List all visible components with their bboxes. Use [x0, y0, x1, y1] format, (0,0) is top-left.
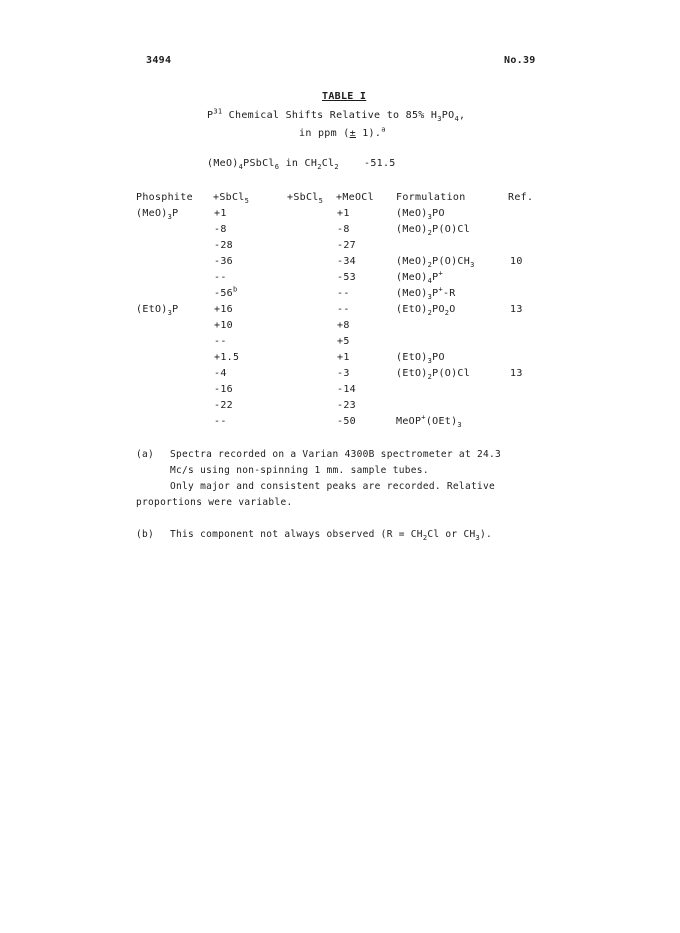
cell-sbcl5 — [214, 304, 233, 315]
cell-sbcl5 — [214, 368, 227, 379]
superscript: b — [232, 285, 238, 294]
footnote-marker: a — [381, 125, 386, 134]
cell-text: (EtO) — [396, 368, 428, 379]
cell-sbcl5 — [214, 224, 227, 235]
caption-p-sup: 31 — [213, 107, 223, 116]
caption-sub: 3 — [437, 115, 442, 123]
caption-sub: 4 — [454, 115, 459, 123]
ref-sub: 2 — [317, 163, 322, 171]
subscript: 3 — [470, 261, 475, 269]
header-text: +SbCl — [287, 192, 319, 203]
cell-text: +10 — [214, 320, 233, 331]
page-number: 3494 — [146, 55, 172, 66]
cell-text: +16 — [214, 304, 233, 315]
caption-text: Chemical Shifts Relative to 85% H — [222, 110, 438, 121]
cell-text: P(O)CH — [432, 256, 471, 267]
caption-p: P — [207, 110, 214, 121]
cell-text: -53 — [337, 272, 356, 283]
ref-sub: 4 — [238, 163, 244, 171]
cell-text: -R — [442, 288, 456, 299]
superscript: + — [421, 413, 426, 422]
subscript: 3 — [167, 309, 173, 317]
cell-meocl — [337, 272, 356, 283]
cell-text: -3 — [337, 368, 350, 379]
cell-text: P — [172, 208, 179, 219]
cell-text: (MeO) — [396, 224, 428, 235]
header-sub: 5 — [244, 197, 250, 205]
cell-text: +8 — [337, 320, 350, 331]
table-caption-line1 — [207, 107, 466, 123]
note-b-marker: (b) — [136, 529, 155, 540]
cell-phosphite — [136, 208, 178, 219]
note-a-line3: Only major and consistent peaks are recorded. Relative — [170, 481, 496, 492]
cell-formulation — [396, 368, 470, 379]
cell-sbcl5 — [214, 336, 227, 347]
superscript: + — [438, 285, 443, 294]
caption-text: , — [458, 110, 466, 121]
cell-text: P — [172, 304, 179, 315]
cell-text: -56 — [214, 288, 233, 299]
cell-text: +1.5 — [214, 352, 240, 363]
ref-part: Cl — [321, 158, 335, 169]
cell-formulation — [396, 285, 456, 301]
cell-text: -34 — [337, 256, 356, 267]
subscript: 2 — [427, 309, 433, 317]
cell-text: PO — [432, 208, 445, 219]
cell-text: MeOP — [396, 416, 422, 427]
cell-formulation — [396, 269, 443, 285]
reference-compound — [207, 158, 339, 169]
subscript: 2 — [444, 309, 450, 317]
cell-text: -8 — [337, 224, 350, 235]
cell-text: (MeO) — [396, 256, 428, 267]
reference-shift-value: -51.5 — [364, 158, 396, 169]
cell-meocl — [337, 368, 350, 379]
cell-text: 13 — [510, 304, 523, 315]
note-a-marker: (a) — [136, 449, 155, 460]
subscript: 3 — [457, 421, 462, 429]
subscript: 3 — [427, 213, 433, 221]
cell-text: (MeO) — [396, 288, 428, 299]
cell-text: -- — [214, 336, 227, 347]
cell-meocl — [337, 288, 350, 299]
cell-text: P — [432, 272, 439, 283]
cell-meocl — [337, 320, 350, 331]
subscript: 2 — [427, 373, 433, 381]
cell-formulation — [396, 413, 462, 429]
cell-text: P(O)Cl — [432, 224, 471, 235]
cell-ref — [510, 256, 523, 267]
cell-sbcl5 — [214, 256, 233, 267]
subscript: 3 — [167, 213, 173, 221]
cell-meocl — [337, 240, 356, 251]
subscript: 3 — [427, 357, 433, 365]
cell-formulation — [396, 208, 445, 219]
caption-text: 1). — [355, 128, 382, 139]
cell-text: PO — [432, 304, 445, 315]
cell-sbcl5 — [214, 320, 233, 331]
note-a-line1: Spectra recorded on a Varian 4300B spectrometer at 24.3 — [170, 449, 502, 460]
cell-meocl — [337, 256, 356, 267]
cell-text: (MeO) — [396, 208, 428, 219]
cell-meocl — [337, 400, 356, 411]
cell-formulation — [396, 224, 470, 235]
cell-sbcl5 — [214, 416, 227, 427]
cell-text: -4 — [214, 368, 227, 379]
ref-sub: 6 — [274, 163, 280, 171]
cell-text: O — [449, 304, 456, 315]
caption-text: in ppm ( — [299, 128, 350, 139]
table-label: TABLE I — [322, 91, 367, 102]
cell-meocl — [337, 208, 350, 219]
cell-text: -36 — [214, 256, 233, 267]
cell-text: (MeO) — [136, 208, 168, 219]
plus-minus: ± — [349, 128, 356, 139]
ref-sub: 2 — [334, 163, 339, 171]
ref-part: in CH — [279, 158, 318, 169]
note-sub: 3 — [475, 533, 481, 542]
cell-meocl — [337, 336, 350, 347]
cell-text: -8 — [214, 224, 227, 235]
cell-meocl — [337, 416, 356, 427]
cell-sbcl5 — [214, 208, 227, 219]
cell-text: (MeO) — [396, 272, 428, 283]
cell-text: (OEt) — [425, 416, 458, 427]
cell-text: -16 — [214, 384, 233, 395]
cell-text: PO — [432, 352, 445, 363]
cell-ref — [510, 368, 523, 379]
cell-sbcl5 — [214, 352, 239, 363]
cell-formulation — [396, 352, 445, 363]
header-sub: 5 — [318, 197, 324, 205]
cell-meocl — [337, 384, 356, 395]
header-text: +SbCl — [213, 192, 245, 203]
cell-meocl — [337, 304, 350, 315]
header-ref: Ref. — [508, 192, 534, 203]
header-meocl: +MeOCl — [336, 192, 374, 203]
note-a-line2: Mc/s using non-spinning 1 mm. sample tubes. — [170, 465, 429, 476]
note-text: ). — [480, 529, 493, 540]
cell-phosphite — [136, 304, 178, 315]
cell-text: -- — [337, 288, 350, 299]
note-a-line4: proportions were variable. — [136, 497, 293, 508]
cell-text: -- — [214, 416, 227, 427]
superscript: + — [438, 269, 443, 278]
cell-text: +1 — [337, 352, 350, 363]
subscript: 4 — [427, 277, 433, 285]
cell-text: -50 — [337, 416, 356, 427]
cell-sbcl5 — [214, 240, 233, 251]
ref-part: (MeO) — [207, 158, 239, 169]
cell-text: 13 — [510, 368, 523, 379]
cell-text: 10 — [510, 256, 523, 267]
cell-ref — [510, 304, 523, 315]
cell-text: P(O)Cl — [432, 368, 471, 379]
caption-text: PO — [441, 110, 455, 121]
subscript: 2 — [427, 261, 433, 269]
cell-sbcl5 — [214, 272, 227, 283]
cell-formulation — [396, 304, 456, 315]
cell-sbcl5 — [214, 384, 233, 395]
cell-text: -14 — [337, 384, 356, 395]
cell-text: (EtO) — [136, 304, 168, 315]
cell-text: (EtO) — [396, 352, 428, 363]
subscript: 3 — [427, 293, 433, 301]
note-text: This component not always observed (R = CH — [170, 529, 423, 540]
ref-part: PSbCl — [243, 158, 275, 169]
cell-text: -- — [337, 304, 350, 315]
cell-meocl — [337, 224, 350, 235]
cell-text: -27 — [337, 240, 356, 251]
cell-text: -28 — [214, 240, 233, 251]
note-b-text — [170, 529, 492, 540]
cell-text: P — [432, 288, 439, 299]
table-caption-line2 — [299, 125, 386, 139]
cell-meocl — [337, 352, 350, 363]
cell-formulation — [396, 256, 475, 267]
cell-text: -- — [214, 272, 227, 283]
cell-text: +5 — [337, 336, 350, 347]
cell-text: +1 — [214, 208, 227, 219]
journal-issue: No.39 — [504, 55, 536, 66]
cell-sbcl5 — [214, 400, 233, 411]
cell-text: +1 — [337, 208, 350, 219]
subscript: 2 — [427, 229, 433, 237]
header-sbcl5-a — [213, 192, 249, 203]
cell-text: -22 — [214, 400, 233, 411]
note-sub: 2 — [422, 533, 428, 542]
note-text: Cl or CH — [427, 529, 476, 540]
cell-text: -23 — [337, 400, 356, 411]
cell-sbcl5 — [214, 285, 238, 299]
header-formulation: Formulation — [396, 192, 466, 203]
cell-text: (EtO) — [396, 304, 428, 315]
header-sbcl5-b — [287, 192, 323, 203]
header-phosphite: Phosphite — [136, 192, 193, 203]
